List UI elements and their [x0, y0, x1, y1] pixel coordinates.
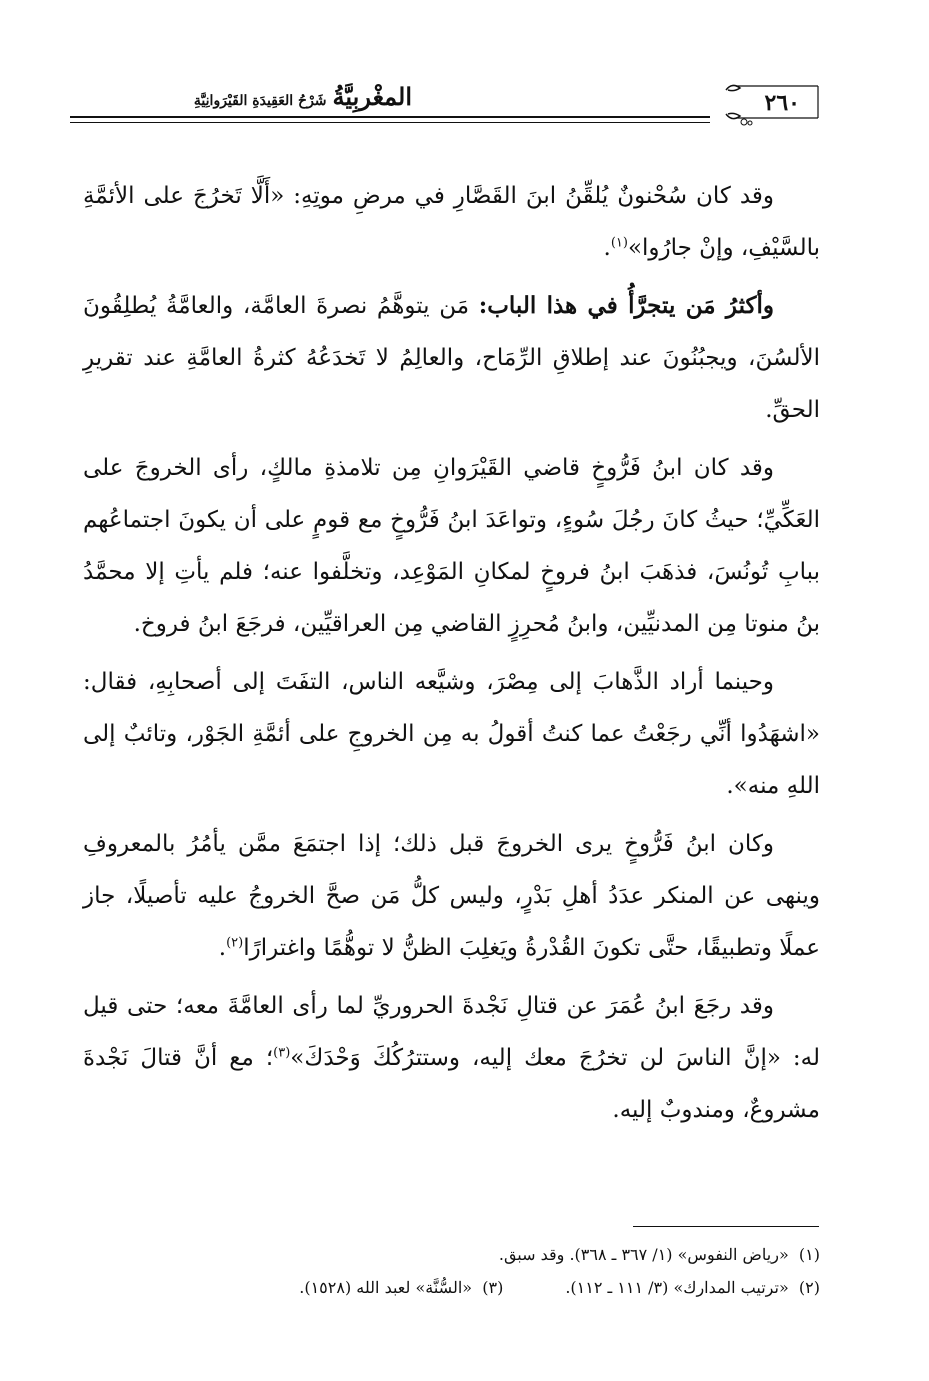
footnotes — [83, 1238, 820, 1304]
footnote-text: «السُّنَّة» لعبد الله (١٥٢٨). — [299, 1278, 473, 1297]
footnote-number: (١) — [798, 1245, 820, 1264]
header-rule-left — [70, 116, 710, 118]
paragraph-3: وقد كان ابنُ فَرُّوخٍ قاضي القَيْرَوانِ مِن تلامذةِ مالكٍ، رأى الخروجَ على العَكِّيِّ؛ حيثُ كانَ رجُلَ سُوءٍ، وتواعَدَ ابنُ فَرُّوخٍ مع قومٍ على أن يكونَ اجتماعُهم ببابِ تُونُسَ، فذهَبَ ابنُ فروخٍ لمكانِ المَوْعِد، وتخلَّفوا عنه؛ فلم يأتِ إلا محمَّدُ بنُ منوتا مِن المدنيِّين، وابنُ مُحرِزٍ القاضي مِن العراقيِّين، فرجَعَ ابنُ فروخ. — [83, 455, 820, 637]
footnote-ref: (١) — [610, 235, 628, 251]
footnote-2-3 — [83, 1271, 820, 1304]
footnote-separator — [633, 1226, 819, 1227]
bold-lead: وأكثرُ مَن يتجرَّأُ في هذا الباب: — [478, 292, 774, 319]
paragraph-6: وقد رجَعَ ابنُ عُمَرَ عن قتالِ نَجْدةَ الحروريِّ لما رأى العامَّةَ معه؛ حتى قيل له: «إنَّ الناسَ لن تخرُجَ معك إليه، وستترُكُكَ وَحْدَكَ»$^{(٣)}$؛ مع أنَّ قتالَ نَجْدةَ مشروعٌ، ومندوبٌ إليه. — [83, 993, 820, 1123]
footnote-ref: (٢) — [226, 935, 244, 951]
body-text — [83, 170, 820, 1142]
footnote-1 — [83, 1238, 820, 1271]
page-number: ٢٦٠ — [764, 90, 800, 116]
paragraph-5: وكان ابنُ فَرُّوخٍ يرى الخروجَ قبل ذلك؛ إذا اجتمَعَ ممَّن يأمُرُ بالمعروفِ وينهى عن المنكر عدَدُ أهلِ بَدْرٍ، وليس كلُّ مَن صحَّ الخروجُ عليه تأصيلًا، جاز عملًا وتطبيقًا، حتَّى تكونَ القُدْرةُ ويَغلِبَ الظنُّ لا توهُّمًا واغترارًا$^{(٢)}$. — [83, 831, 820, 961]
header-rule-left-thin — [70, 122, 710, 123]
book-subtitle: شَرْحُ العَقِيدَةِ القَيْرَوانِيَّةِ — [193, 93, 327, 109]
footnote-text: «رياض النفوس» (١/ ٣٦٧ ـ ٣٦٨). وقد سبق. — [498, 1245, 789, 1264]
footnote-number: (٢) — [798, 1278, 820, 1297]
footnote-text: «ترتيب المدارك» (٣/ ١١١ ـ ١١٢). — [565, 1278, 789, 1297]
page-header — [70, 72, 822, 132]
paragraph-1: وقد كان سُحْنونٌ يُلقِّنُ ابنَ القَصَّارِ في مرضِ موتِهِ: «أَلَّا تَخرُجَ على الأئمَّةِ بالسَّيْفِ، وإنْ جارُوا»$^{(١)}$. — [83, 183, 820, 261]
page-number-frame — [722, 78, 822, 118]
paragraph-2: وأكثرُ مَن يتجرَّأُ في هذا الباب: مَن يتوهَّمُ نصرةَ العامَّة، والعامَّةُ يُطلِقُونَ الألسُنَ، ويجبُنُونَ عند إطلاقِ الرِّمَاح، والعالِمُ لا تَخدَعُهُ كثرةُ العامَّةِ عند تقريرِ الحقِّ. — [83, 292, 820, 423]
paragraph-4: وحينما أراد الذَّهابَ إلى مِصْرَ، وشيَّعه الناس، التفَتَ إلى أصحابِهِ، فقال: «اشهَدُوا أنِّي رجَعْتُ عما كنتُ أقولُ به مِن الخروجِ على أئمَّةِ الجَوْر، وتائبٌ إلى اللهِ منه». — [83, 669, 820, 799]
footnote-number: (٣) — [482, 1278, 504, 1297]
book-title: المغْربِيَّةُ — [332, 82, 412, 111]
running-title — [194, 82, 412, 111]
footnote-ref: (٣) — [273, 1045, 291, 1061]
